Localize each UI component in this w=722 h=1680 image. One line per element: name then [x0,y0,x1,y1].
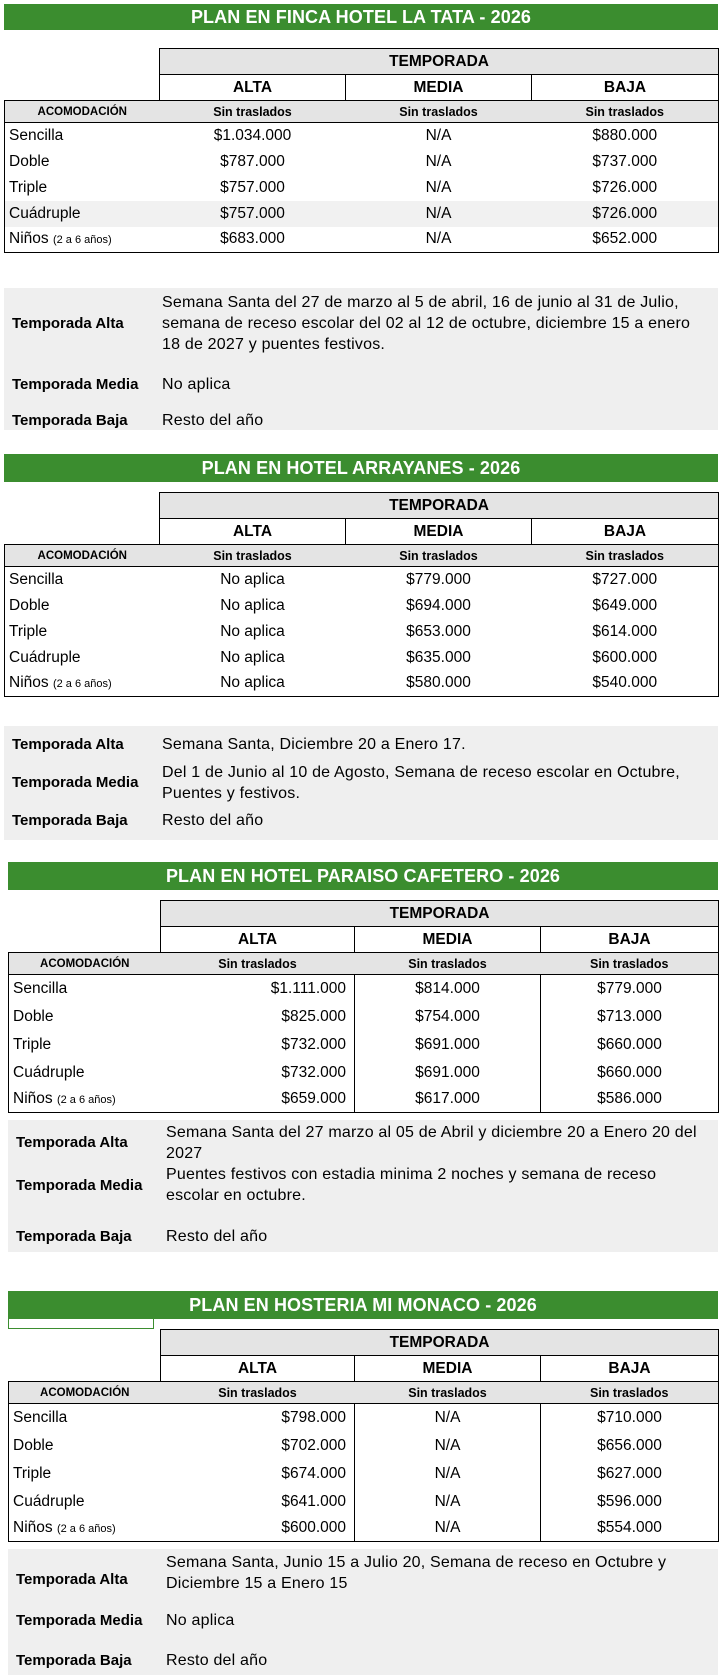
row-label-cuadruple: Cuádruple [9,1488,161,1516]
price-cell: $652.000 [532,227,719,253]
note-text-alta: Semana Santa, Junio 15 a Julio 20, Semana de receso en Octubre y Diciembre 15 a Enero 15 [166,1554,667,1592]
temporada-header: TEMPORADA [160,493,719,519]
price-cell: $641.000 [161,1488,355,1516]
plan-title-la-tata: PLAN EN FINCA HOTEL LA TATA - 2026 [4,4,718,30]
row-label-ninos [9,1087,161,1113]
price-cell: $596.000 [541,1488,719,1516]
empty-corner [5,75,160,101]
price-cell: $660.000 [541,1031,719,1059]
sin-traslados-label: Sin traslados [541,953,719,975]
temporada-header: TEMPORADA [161,1330,719,1356]
plan-title-mi-monaco: PLAN EN HOSTERIA MI MONACO - 2026 [8,1291,718,1319]
plan-title-paraiso-cafetero: PLAN EN HOTEL PARAISO CAFETERO - 2026 [8,862,718,890]
note-text-media: No aplica [166,1612,235,1629]
note-label-media: Temporada Media [12,376,139,393]
price-cell: $691.000 [355,1059,541,1087]
row-label-ninos [9,1516,161,1542]
season-media: MEDIA [346,75,532,101]
sin-traslados-label: Sin traslados [541,1382,719,1404]
table-row [9,1059,719,1087]
price-cell: $702.000 [161,1432,355,1460]
note-text-baja: Resto del año [162,412,264,429]
price-cell: $880.000 [532,123,719,149]
price-cell: $737.000 [532,149,719,175]
row-label-sencilla: Sencilla [9,975,161,1003]
note-text-media: Del 1 de Junio al 10 de Agosto, Semana de receso escolar en Octubre, Puentes y festivos. [162,764,680,802]
price-cell: $798.000 [161,1404,355,1432]
note-label-media: Temporada Media [16,1177,143,1194]
ninos-label: Niños [9,230,49,248]
price-cell: $653.000 [406,622,471,640]
cell-selection-outline [8,1318,154,1329]
sin-traslados-label: Sin traslados [161,1382,355,1404]
empty-corner [9,901,161,927]
price-cell: N/A [346,227,532,253]
sin-traslados-label: Sin traslados [355,953,541,975]
rates-table-la-tata [4,48,719,253]
season-baja: BAJA [541,927,719,953]
price-cell: $787.000 [220,152,285,170]
table-row [9,1404,719,1432]
price-cell: $614.000 [532,619,719,645]
row-label-doble: Doble [5,593,160,619]
sin-traslados-label: Sin traslados [532,101,719,123]
table-row [5,567,719,593]
row-label-cuadruple: Cuádruple [9,1059,161,1087]
price-cell: No aplica [220,648,285,666]
price-cell: $1.034.000 [213,126,292,144]
price-cell: $732.000 [161,1031,355,1059]
ninos-label: Niños [13,1519,53,1537]
price-cell: $779.000 [541,975,719,1003]
season-media: MEDIA [355,927,541,953]
ninos-label: Niños [13,1090,53,1108]
table-row [5,593,719,619]
note-label-alta: Temporada Alta [12,736,124,753]
note-label-baja: Temporada Baja [16,1652,132,1669]
price-cell: N/A [425,152,452,170]
sin-traslados-label: Sin traslados [346,101,532,123]
price-cell: N/A [425,178,452,196]
acomodacion-header: ACOMODACIÓN [5,545,160,567]
ninos-age-note: (2 a 6 años) [52,678,112,691]
price-cell: $683.000 [160,227,346,253]
note-label-baja: Temporada Baja [12,412,128,429]
table-row [5,123,719,149]
table-row [5,175,719,201]
table-row [9,975,719,1003]
row-label-triple: Triple [9,1031,161,1059]
acomodacion-header: ACOMODACIÓN [9,953,161,975]
season-alta: ALTA [160,519,346,545]
price-cell: $726.000 [532,175,719,201]
price-cell: $710.000 [541,1404,719,1432]
price-cell: $754.000 [355,1003,541,1031]
table-row [9,1087,719,1113]
empty-corner [9,1330,161,1356]
empty-corner [5,519,160,545]
price-cell: $580.000 [346,671,532,697]
price-cell: $814.000 [355,975,541,1003]
season-alta: ALTA [161,927,355,953]
season-baja: BAJA [532,75,719,101]
note-text-baja: Resto del año [162,812,264,829]
price-cell: $726.000 [532,201,719,227]
table-row [9,1516,719,1542]
ninos-age-note: (2 a 6 años) [56,1094,116,1107]
price-cell: $825.000 [161,1003,355,1031]
note-text-baja: Resto del año [166,1652,268,1669]
empty-corner [9,1356,161,1382]
price-cell: No aplica [220,570,285,588]
price-cell: $600.000 [161,1516,355,1542]
row-label-sencilla: Sencilla [5,567,160,593]
rates-table-arrayanes [4,492,719,697]
price-cell: $600.000 [532,645,719,671]
note-text-alta: Semana Santa, Diciembre 20 a Enero 17. [162,736,466,753]
price-cell: $649.000 [532,593,719,619]
season-media: MEDIA [355,1356,541,1382]
table-row [5,645,719,671]
sin-traslados-label: Sin traslados [161,953,355,975]
empty-corner [5,49,160,75]
table-row [9,1031,719,1059]
price-cell: $674.000 [161,1460,355,1488]
row-label-doble: Doble [9,1003,161,1031]
price-cell: N/A [346,201,532,227]
price-cell: $635.000 [406,648,471,666]
season-alta: ALTA [161,1356,355,1382]
price-cell: $713.000 [541,1003,719,1031]
season-baja: BAJA [541,1356,719,1382]
plan-title-arrayanes: PLAN EN HOTEL ARRAYANES - 2026 [4,454,718,482]
row-label-doble: Doble [5,149,160,175]
price-cell: $732.000 [161,1059,355,1087]
season-notes-arrayanes [4,726,718,840]
note-text-media: Puentes festivos con estadia minima 2 noches y semana de receso escolar en octubre. [166,1166,657,1204]
note-text-baja: Resto del año [166,1228,268,1245]
note-text-alta: Semana Santa del 27 de marzo al 5 de abril, 16 de junio al 31 de Julio, semana de receso escolar del 02 al 12 de octubre, diciembre 15 a enero 18 de 2027 y puentes festivos. [162,294,691,353]
row-label-sencilla: Sencilla [5,123,160,149]
season-notes-paraiso-cafetero [8,1120,718,1252]
row-label-ninos [5,671,160,697]
temporada-header: TEMPORADA [160,49,719,75]
price-cell: $660.000 [541,1059,719,1087]
price-cell: No aplica [220,622,285,640]
rates-table-paraiso-cafetero [8,900,719,1113]
row-label-cuadruple: Cuádruple [5,645,160,671]
note-label-media: Temporada Media [16,1612,143,1629]
table-row [5,619,719,645]
sin-traslados-label: Sin traslados [532,545,719,567]
season-baja: BAJA [532,519,719,545]
table-row [5,201,719,227]
row-label-triple: Triple [5,619,160,645]
sin-traslados-label: Sin traslados [346,545,532,567]
note-text-alta: Semana Santa del 27 marzo al 05 de Abril y diciembre 20 a Enero 20 del 2027 [166,1124,697,1162]
note-label-baja: Temporada Baja [16,1228,132,1245]
season-media: MEDIA [346,519,532,545]
price-cell: N/A [425,126,452,144]
sin-traslados-label: Sin traslados [355,1382,541,1404]
price-cell: $586.000 [541,1087,719,1113]
table-row [9,1432,719,1460]
price-cell: $727.000 [532,567,719,593]
row-label-ninos [5,227,160,253]
price-cell: N/A [355,1516,541,1542]
price-cell: $757.000 [160,201,346,227]
price-cell: $617.000 [355,1087,541,1113]
price-cell: $656.000 [541,1432,719,1460]
ninos-age-note: (2 a 6 años) [52,234,112,247]
price-cell: $540.000 [532,671,719,697]
price-cell: No aplica [220,596,285,614]
sin-traslados-label: Sin traslados [160,545,346,567]
table-row [5,227,719,253]
note-text-media: No aplica [162,376,231,393]
empty-corner [5,493,160,519]
note-label-alta: Temporada Alta [16,1134,128,1151]
table-row [5,671,719,697]
note-label-media: Temporada Media [12,774,139,791]
temporada-header: TEMPORADA [161,901,719,927]
price-cell: N/A [355,1432,541,1460]
season-notes-la-tata [4,288,718,430]
acomodacion-header: ACOMODACIÓN [9,1382,161,1404]
price-cell: $691.000 [355,1031,541,1059]
note-label-alta: Temporada Alta [16,1571,128,1588]
row-label-sencilla: Sencilla [9,1404,161,1432]
sin-traslados-label: Sin traslados [160,101,346,123]
table-row [9,1003,719,1031]
acomodacion-header: ACOMODACIÓN [5,101,160,123]
row-label-triple: Triple [9,1460,161,1488]
table-row [9,1460,719,1488]
note-label-baja: Temporada Baja [12,812,128,829]
price-cell: $757.000 [220,178,285,196]
row-label-triple: Triple [5,175,160,201]
empty-corner [9,927,161,953]
ninos-age-note: (2 a 6 años) [56,1523,116,1536]
price-cell: $694.000 [406,596,471,614]
price-cell: $627.000 [541,1460,719,1488]
rates-table-mi-monaco [8,1329,719,1542]
price-cell: N/A [355,1488,541,1516]
row-label-doble: Doble [9,1432,161,1460]
table-row [9,1488,719,1516]
price-cell: N/A [355,1460,541,1488]
note-label-alta: Temporada Alta [12,315,124,332]
price-cell: $779.000 [406,570,471,588]
price-cell: $554.000 [541,1516,719,1542]
price-cell: No aplica [160,671,346,697]
table-row [5,149,719,175]
price-cell: N/A [355,1404,541,1432]
row-label-cuadruple: Cuádruple [5,201,160,227]
ninos-label: Niños [9,674,49,692]
season-alta: ALTA [160,75,346,101]
price-cell: $659.000 [161,1087,355,1113]
price-cell: $1.111.000 [161,975,355,1003]
season-notes-mi-monaco [8,1549,718,1675]
